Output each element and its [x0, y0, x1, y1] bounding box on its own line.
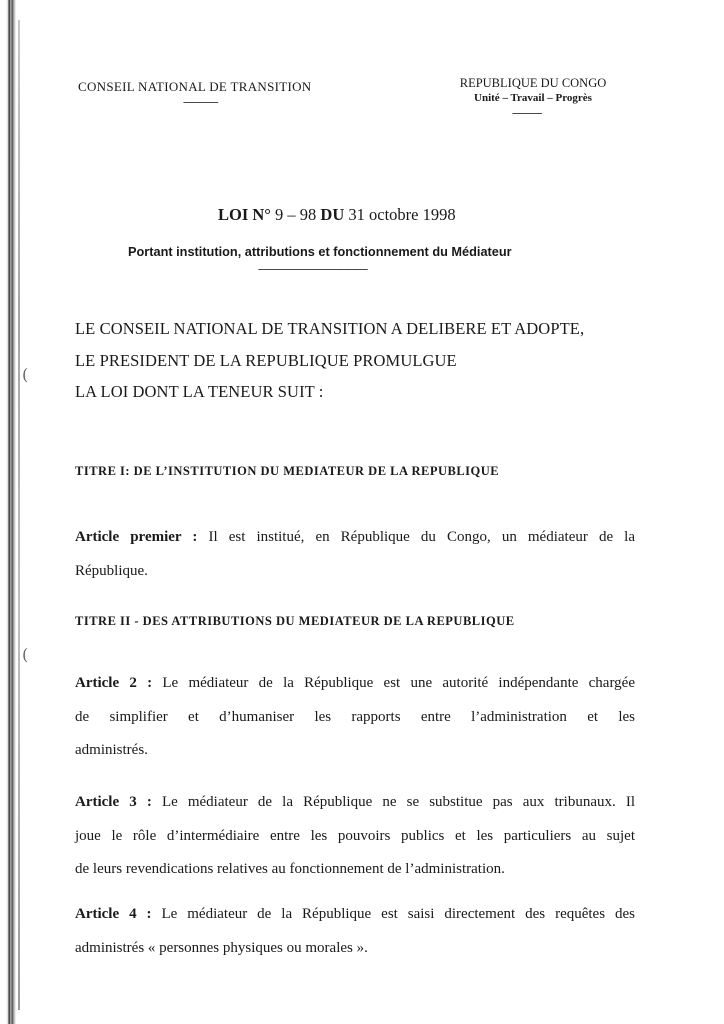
scan-mark: ( — [22, 645, 29, 664]
preamble-line: LE CONSEIL NATIONAL DE TRANSITION A DELIBERE ET ADOPTE, — [75, 319, 585, 338]
law-title — [218, 205, 456, 225]
article-text: Le médiateur de la République est une autorité indépendante chargée — [162, 675, 636, 691]
page-binding-edge — [6, 0, 16, 1024]
preamble-line: LA LOI DONT LA TENEUR SUIT : — [75, 382, 324, 401]
article-premier — [75, 521, 635, 588]
section-heading-titre-2: TITRE II - DES ATTRIBUTIONS DU MEDIATEUR DE LA REPUBLIQUE — [75, 614, 515, 628]
issuer-divider: ------------- — [183, 96, 218, 108]
law-subtitle-divider: ----------------------------------------- — [258, 263, 368, 275]
preamble-line: LE PRESIDENT DE LA REPUBLIQUE PROMULGUE — [75, 351, 457, 370]
article-label: Article 4 : — [75, 906, 152, 922]
country-title: REPUBLIQUE DU CONGO — [459, 76, 607, 90]
country-divider: ----------- — [512, 107, 542, 119]
law-number: 9 – 98 — [275, 205, 317, 224]
law-du: DU — [320, 205, 345, 224]
law-date: 31 octobre 1998 — [348, 205, 456, 224]
law-prefix: LOI N° — [218, 205, 271, 224]
scan-mark: ( — [22, 365, 29, 384]
article-2 — [75, 667, 635, 768]
article-text: République. — [75, 562, 148, 579]
article-4 — [75, 898, 635, 965]
article-text: joue le rôle d’intermédiaire entre les pouvoirs publics et les particuliers au sujet — [75, 827, 635, 844]
article-3 — [75, 786, 635, 887]
article-text: Le médiateur de la République ne se substitue pas aux tribunaux. Il — [161, 794, 635, 810]
article-label: Article 2 : — [75, 675, 153, 691]
country-motto: Unité – Travail – Progrès — [474, 92, 592, 104]
article-text: de leurs revendications relatives au fonctionnement de l’administration. — [75, 861, 505, 877]
section-heading-titre-1: TITRE I: DE L’INSTITUTION DU MEDIATEUR DE LA REPUBLIQUE — [75, 464, 500, 478]
article-text: administrés. — [75, 742, 148, 758]
article-label: Article premier : — [75, 529, 198, 545]
article-text: Le médiateur de la République est saisi directement des requêtes des — [161, 906, 635, 922]
issuer-title: CONSEIL NATIONAL DE TRANSITION — [78, 79, 312, 94]
page-binding-shadow — [18, 20, 20, 1010]
article-text: administrés « personnes physiques ou morales ». — [75, 939, 368, 956]
law-subtitle: Portant institution, attributions et fonctionnement du Médiateur — [128, 244, 512, 259]
article-label: Article 3 : — [75, 794, 152, 810]
article-text: de simplifier et d’humaniser les rapports entre l’administration et les — [75, 708, 635, 725]
article-text: Il est institué, en République du Congo, un médiateur de la — [208, 529, 635, 545]
